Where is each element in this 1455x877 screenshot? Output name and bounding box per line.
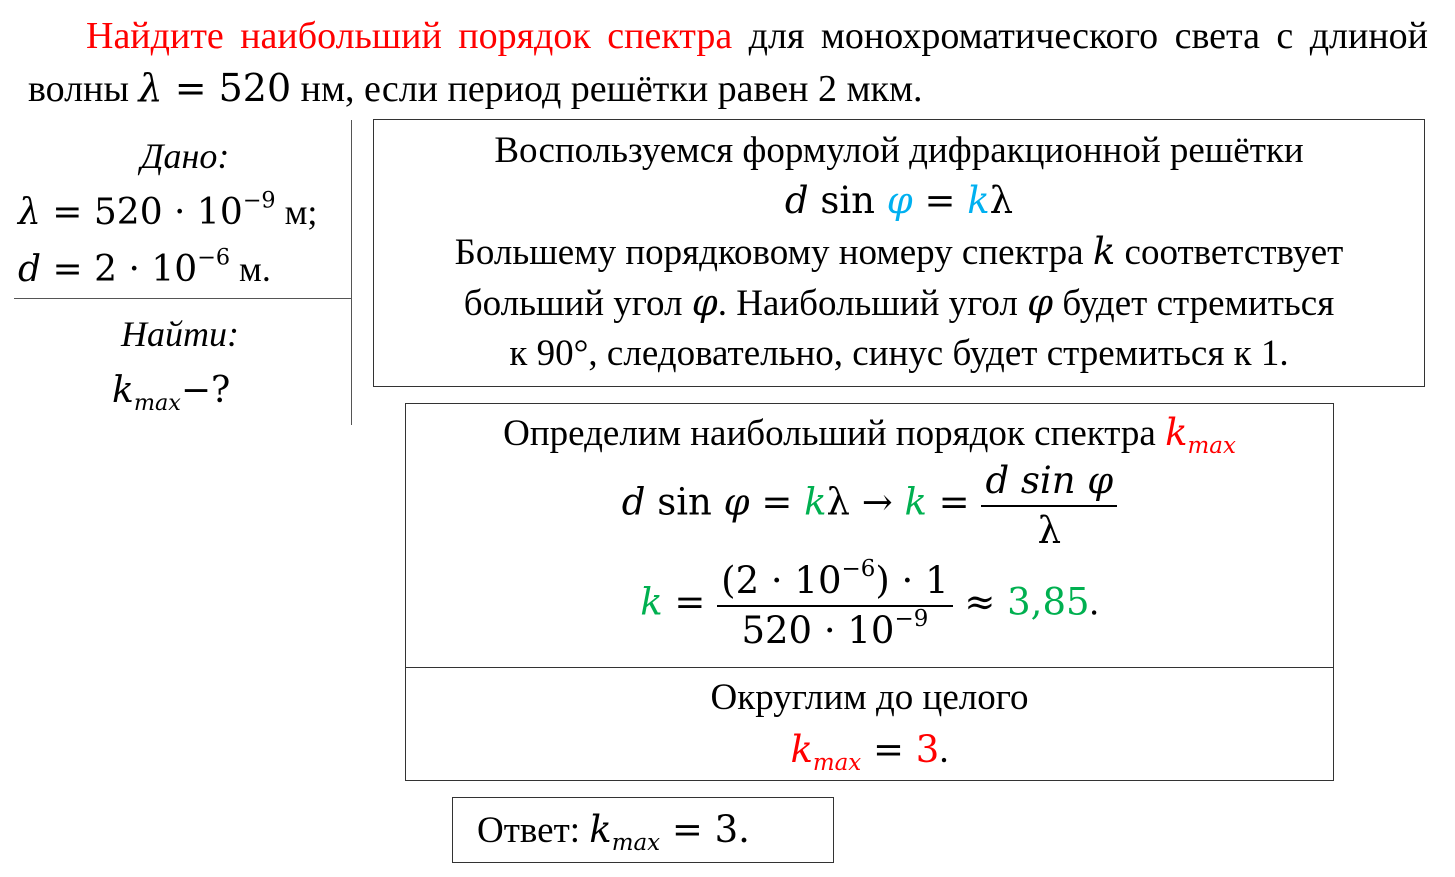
solution-intro <box>406 404 1333 459</box>
answer-value: = 3. <box>660 808 750 851</box>
formula-line-4-phi2: φ <box>1027 281 1054 324</box>
eq1-k: k <box>804 480 827 524</box>
eq1-sin: sin <box>645 480 724 524</box>
find-k-sub: max <box>133 389 181 416</box>
given-header: Дано: <box>140 136 230 176</box>
eq1-arrow: → <box>849 480 905 524</box>
round-k-sub: max <box>812 750 862 777</box>
answer-label: Ответ: <box>477 810 590 851</box>
eq1-denominator: λ <box>1037 509 1062 552</box>
eq1-lambda: λ <box>826 480 850 524</box>
eq1-k2: k <box>904 480 927 524</box>
given-d-exp: −6 <box>197 244 231 271</box>
given-separator <box>14 298 352 299</box>
eq2-approx: ≈ <box>952 580 1008 624</box>
find-section <box>18 306 352 419</box>
formula-line-5: к 90°, следовательно, синус будет стремиться к 1. <box>509 333 1289 374</box>
given-lambda <box>18 184 352 241</box>
answer-k: k <box>589 808 612 851</box>
formula-intro: Воспользуемся формулой дифракционной решётки <box>494 130 1304 171</box>
solution-intro-text: Определим наибольший порядок спектра <box>503 413 1166 454</box>
given-d-symbol: d <box>18 249 42 290</box>
answer-k-sub: max <box>611 830 661 857</box>
formula-line-4-phi: φ <box>691 281 718 324</box>
solution-calc <box>406 404 1333 667</box>
find-k: k <box>112 370 134 411</box>
eq1-numerator: d sin φ <box>981 457 1117 507</box>
formula-line-4b: . Наибольший угол <box>717 283 1028 324</box>
eq1-d: d <box>621 480 646 524</box>
round-text: Округлим до целого <box>710 677 1029 718</box>
formula-sin: sin <box>808 179 887 222</box>
formula-line-3k: k <box>1092 230 1116 273</box>
eq1-eq2: = <box>926 480 982 524</box>
problem-statement <box>28 10 1428 115</box>
find-header: Найти: <box>121 314 239 354</box>
solution-kmax-sub: max <box>1187 433 1236 460</box>
problem-eq: = <box>162 66 219 110</box>
solution-equation-1 <box>406 457 1333 555</box>
problem-text-2: нм, если период решётки равен 2 мкм. <box>291 68 923 110</box>
eq2-num-b: ) · 1 <box>875 559 949 602</box>
solution-box <box>405 403 1334 781</box>
eq2-fraction <box>717 557 952 655</box>
round-dot: . <box>939 730 949 771</box>
find-suffix: −? <box>180 370 231 411</box>
given-lambda-unit: м; <box>275 192 318 232</box>
formula-line-3b: соответствует <box>1115 232 1344 273</box>
answer-box <box>452 797 834 863</box>
given-d <box>18 241 352 298</box>
round-result <box>406 724 1333 777</box>
eq2-den-a: 520 · 10 <box>741 609 895 652</box>
eq2-dot: . <box>1089 582 1099 624</box>
solution-rounding <box>406 672 1333 777</box>
eq2-k: k <box>640 580 663 624</box>
round-k: k <box>790 728 813 771</box>
find-target <box>18 362 352 419</box>
solution-equation-2 <box>406 557 1333 655</box>
eq2-result: 3,85 <box>1007 580 1090 624</box>
formula-line-3 <box>374 227 1424 278</box>
formula-phi: φ <box>886 179 913 222</box>
solution-kmax: k <box>1165 411 1188 454</box>
given-d-unit: м. <box>230 249 271 289</box>
grating-formula <box>374 176 1424 227</box>
eq1-phi: φ <box>723 480 750 524</box>
formula-d: d <box>784 179 809 222</box>
eq2-numerator <box>717 557 952 607</box>
problem-lambda-value: 520 <box>218 66 292 110</box>
eq2-denominator <box>717 607 952 655</box>
formula-eq: = <box>912 179 968 222</box>
formula-box <box>373 119 1425 387</box>
given-d-eq: = 2 · 10 <box>41 249 198 290</box>
formula-line-3a: Большему порядковому номеру спектра <box>454 232 1093 273</box>
solution-separator <box>406 667 1333 668</box>
formula-line-4a: больший угол <box>463 283 692 324</box>
given-section <box>18 128 352 298</box>
given-lambda-symbol: λ <box>18 192 41 233</box>
given-lambda-eq: = 520 · 10 <box>40 192 243 233</box>
problem-lambda-symbol: λ <box>138 66 163 110</box>
formula-line-4 <box>374 278 1424 329</box>
problem-highlight: Найдите наибольший порядок спектра <box>86 15 733 57</box>
formula-line-4c: будет стремиться <box>1053 283 1335 324</box>
formula-lambda: λ <box>989 179 1014 222</box>
eq2-num-exp: −6 <box>841 555 876 582</box>
eq1-eq: = <box>749 480 805 524</box>
formula-k: k <box>967 179 990 222</box>
given-lambda-exp: −9 <box>242 187 276 214</box>
round-eq: = <box>861 728 916 771</box>
round-value: 3 <box>915 728 940 771</box>
problem-text-1: для монохроматического света с длиной волны <box>28 15 1429 110</box>
eq2-eq: = <box>662 580 718 624</box>
eq2-num-a: (2 · 10 <box>721 559 842 602</box>
eq1-fraction <box>981 457 1117 555</box>
eq2-den-exp: −9 <box>894 605 929 632</box>
